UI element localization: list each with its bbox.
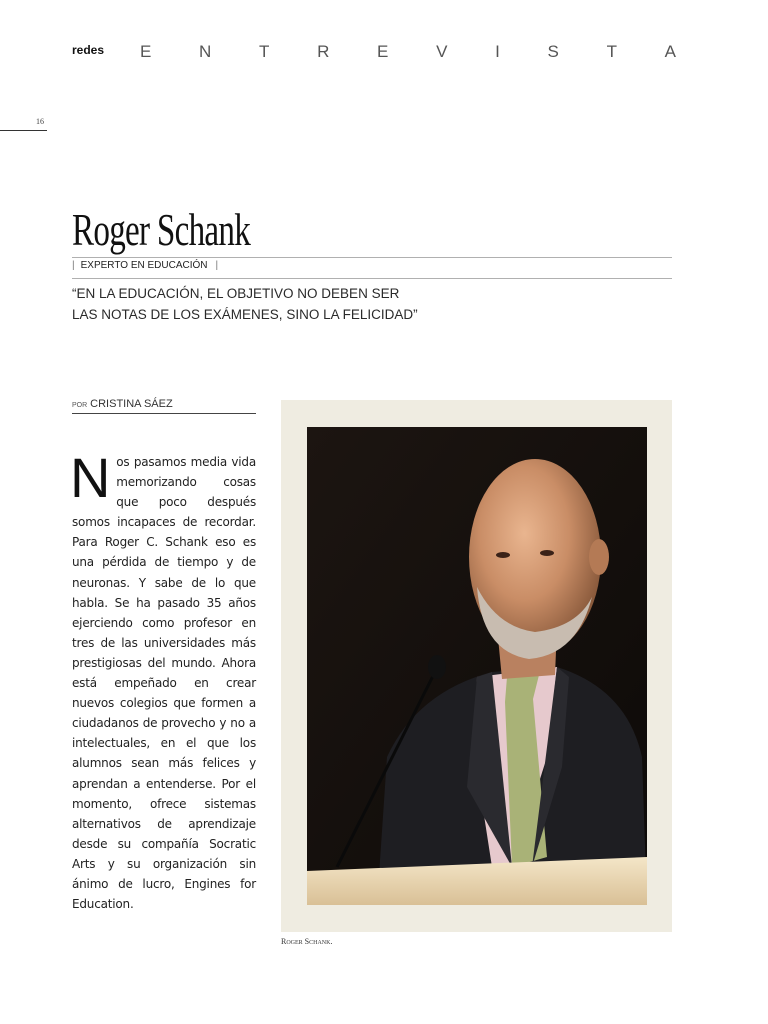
section-title-letter: T [606,42,617,61]
byline-author: CRISTINA SÁEZ [90,398,173,410]
headline-quote-line: LAS NOTAS DE LOS EXÁMENES, SINO LA FELICIDAD” [72,307,418,322]
section-title-letter: E [140,42,152,61]
headline-quote [72,283,452,325]
byline-prefix: POR [72,402,88,409]
section-title [140,42,676,62]
page-number: 16 [36,117,44,126]
section-title-letter: I [495,42,500,61]
section-title-letter: V [436,42,448,61]
role-bar-right: | [215,260,219,271]
section-title-letter: S [547,42,559,61]
page-number-rule [0,130,47,131]
drop-cap: N [70,446,111,509]
interviewee-name: Roger Schank [72,204,251,255]
byline-rule [72,413,256,414]
headline-quote-line: “EN LA EDUCACIÓN, EL OBJETIVO NO DEBEN SER [72,286,400,301]
role-line [72,260,218,271]
ear [589,539,609,575]
portrait-photo [307,427,647,905]
interviewee-role: EXPERTO EN EDUCACIÓN [80,260,208,271]
eye-right [540,550,554,556]
article-body [70,446,256,914]
section-label: redes [72,43,105,57]
article-text: os pasamos media vida memorizando cosas que poco después somos incapaces de recordar. Para Roger C. Schank eso es una pérdida de tiempo y de neuronas. Y sabe de lo que habla. Se ha pasado 35 años ejerciendo como profesor en tres de las universidades más prestigiosas del mundo. Ahora está empeñado en crear nuevos colegios que formen a ciudadanos de provecho y no a intelectuales, en el que los alumnos sean más felices y aprendan a entenderse. Por el momento, ofrece sistemas alternativos de aprendizaje desde su compañía Socratic Arts y su organización sin ánimo de lucro, Engines for Education. [72,455,256,912]
microphone-icon [428,655,446,679]
title-divider-top [72,257,672,258]
section-title-letter: N [199,42,212,61]
role-bar-left: | [72,260,75,271]
photo-caption: Roger Schank. [281,937,333,946]
section-title-letter: A [664,42,676,61]
eye-left [496,552,510,558]
section-title-letter: R [317,42,330,61]
section-title-letter: T [259,42,270,61]
title-divider-bottom [72,278,672,279]
section-title-letter: E [377,42,389,61]
byline [72,398,173,410]
